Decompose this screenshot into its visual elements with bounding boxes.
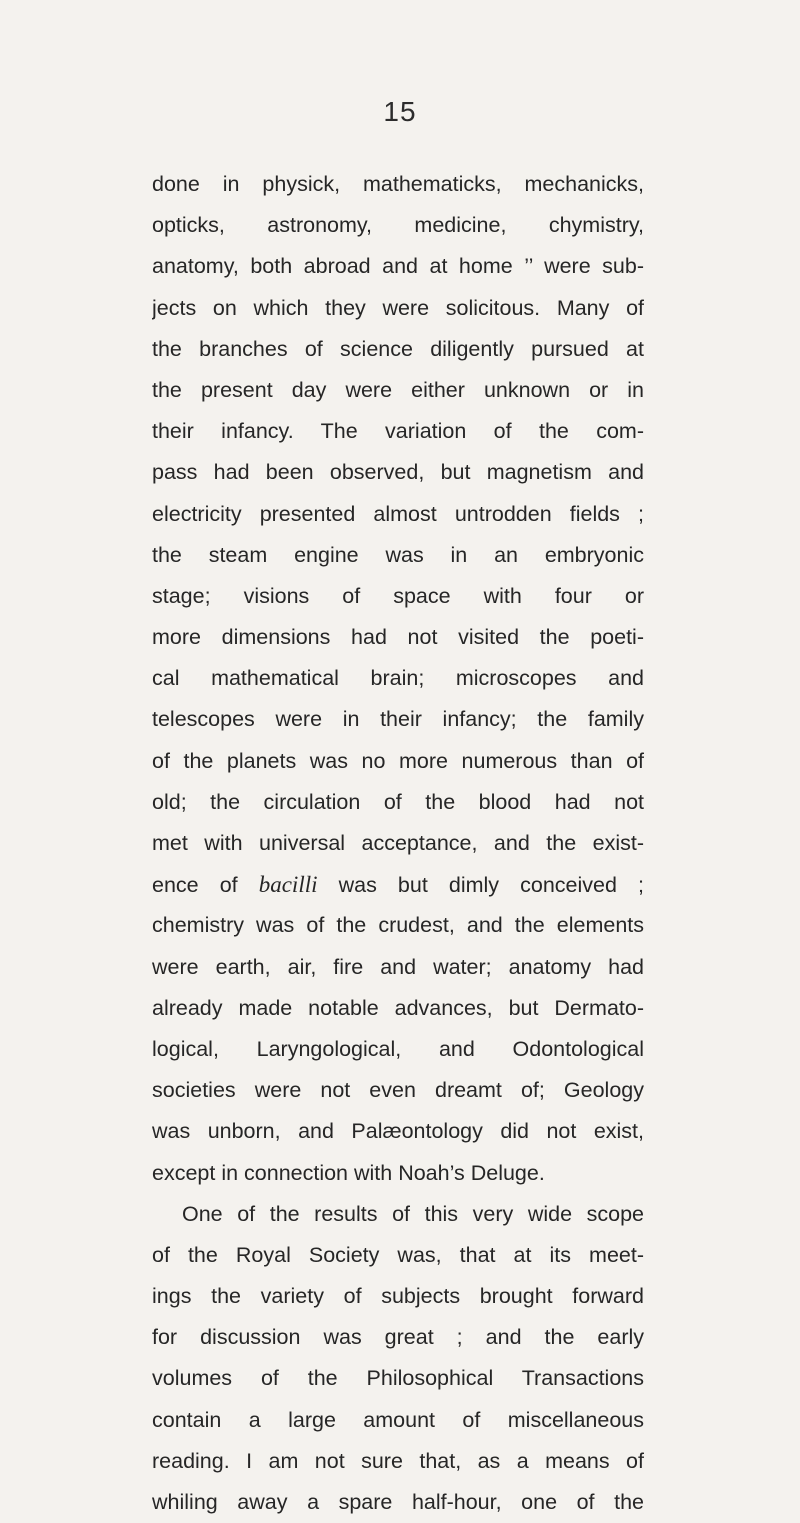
text-line: societies were not even dreamt of; Geology [152, 1078, 644, 1103]
text-line: electricity presented almost untrodden fields ; [152, 501, 644, 526]
text-line: except in connection with Noah’s Deluge. [152, 1160, 545, 1185]
text-line: of the planets was no more numerous than of [152, 748, 644, 773]
text-line: logical, Laryngological, and Odontological [152, 1036, 644, 1061]
text-line: already made notable advances, but Dermato- [152, 995, 644, 1020]
text-line: jects on which they were solicitous. Many of [152, 295, 644, 320]
text-line [152, 864, 644, 905]
body-text [152, 164, 644, 1523]
text-line: chemistry was of the crudest, and the elements [152, 913, 644, 938]
text-line: contain a large amount of miscellaneous [152, 1407, 644, 1432]
text-line: cal mathematical brain; microscopes and [152, 666, 644, 691]
text-line: their infancy. The variation of the com- [152, 419, 644, 444]
text-line: ings the variety of subjects brought forward [152, 1284, 644, 1309]
text-line: more dimensions had not visited the poeti- [152, 625, 644, 650]
page-number: 15 [383, 96, 417, 127]
text-line: of the Royal Society was, that at its meet- [152, 1242, 644, 1267]
text-line: old; the circulation of the blood had not [152, 789, 644, 814]
text-line: telescopes were in their infancy; the family [152, 707, 644, 732]
text-line: One of the results of this very wide scope [182, 1201, 644, 1226]
italic-term: bacilli [258, 872, 318, 898]
text-line: done in physick, mathematicks, mechanicks, [152, 172, 644, 196]
text-segment: was but dimly conceived ; [317, 873, 644, 898]
text-line: the present day were either unknown or in [152, 377, 644, 402]
text-line: reading. I am not sure that, as a means of [152, 1448, 644, 1473]
text-line: whiling away a spare half-hour, one of the [152, 1490, 644, 1514]
text-line: were earth, air, fire and water; anatomy had [152, 954, 644, 979]
text-line: opticks, astronomy, medicine, chymistry, [152, 213, 644, 238]
text-line: pass had been observed, but magnetism and [152, 460, 644, 485]
text-line: the branches of science diligently pursued at [152, 336, 644, 361]
text-line: the steam engine was in an embryonic [152, 542, 644, 567]
text-line: for discussion was great ; and the early [152, 1325, 644, 1350]
text-line: volumes of the Philosophical Transactions [152, 1366, 644, 1391]
text-line: stage; visions of space with four or [152, 583, 644, 608]
text-line: anatomy, both abroad and at home ’’ were sub- [152, 254, 644, 279]
text-line: met with universal acceptance, and the exist- [152, 831, 644, 855]
text-line: was unborn, and Palæontology did not exist, [152, 1119, 644, 1144]
text-segment: ence of [152, 873, 259, 898]
